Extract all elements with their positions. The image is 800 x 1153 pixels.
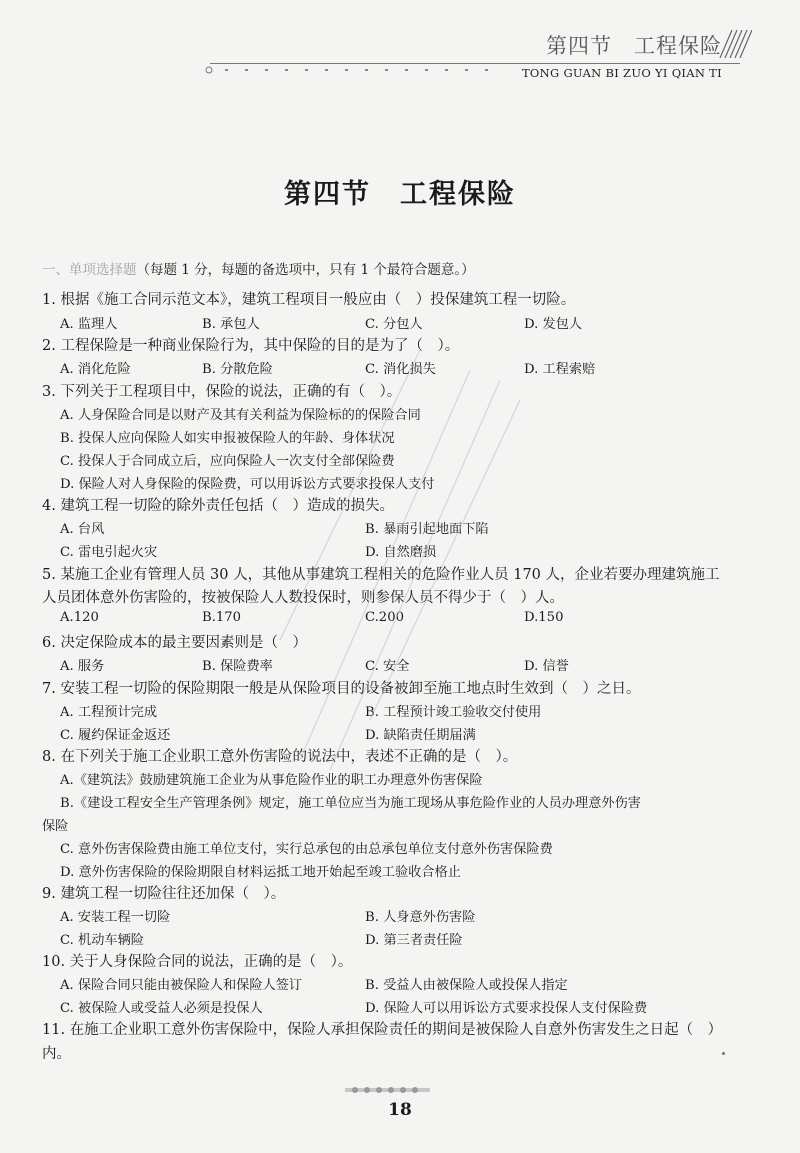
header-rule	[210, 63, 740, 64]
question-8-option-a: A.《建筑法》鼓励建筑施工企业为从事危险作业的职工办理意外伤害保险	[60, 773, 483, 788]
question-11-continuation: 内。	[42, 1046, 71, 1062]
question-6-option-d: D. 信誉	[524, 659, 569, 674]
question-9-option-c: C. 机动车辆险	[60, 933, 144, 948]
question-5-option-b: B.170	[202, 610, 242, 625]
question-7: 7. 安装工程一切险的保险期限一般是从保险项目的设备被卸至施工地点时生效到（ ）之日。	[42, 681, 641, 697]
question-4-option-d: D. 自然磨损	[365, 545, 437, 560]
question-1-option-c: C. 分包人	[365, 317, 423, 332]
question-9-option-a: A. 安装工程一切险	[60, 910, 171, 925]
question-11: 11. 在施工企业职工意外伤害保险中，保险人承担保险责任的期间是被保险人自意外伤害发生之日起（ ）	[42, 1022, 723, 1038]
question-5-option-a: A.120	[60, 610, 99, 625]
scan-speck	[722, 1052, 725, 1055]
question-6-option-a: A. 服务	[60, 659, 105, 674]
question-5-option-d: D.150	[524, 610, 564, 625]
decorative-hatch-icon	[718, 30, 752, 58]
question-4-option-a: A. 台风	[60, 522, 105, 537]
question-8-option-d: D. 意外伤害保险的保险期限自材料运抵工地开始起至竣工验收合格止	[60, 865, 461, 880]
question-8-option-b-continuation: 保险	[42, 819, 69, 834]
page-number: 18	[388, 1100, 412, 1120]
instruction-line	[42, 258, 475, 278]
question-7-option-c: C. 履约保证金返还	[60, 728, 171, 743]
question-7-option-a: A. 工程预计完成	[60, 705, 158, 720]
running-header-title: 第四节 工程保险	[546, 34, 722, 58]
header-dotted-line	[205, 66, 495, 74]
instruction-text: （每题 1 分，每题的备选项中，只有 1 个最符合题意。）	[136, 262, 475, 278]
question-8: 8. 在下列关于施工企业职工意外伤害险的说法中，表述不正确的是（ ）。	[42, 749, 518, 765]
question-1-option-a: A. 监理人	[60, 317, 118, 332]
question-8-option-b: B.《建设工程安全生产管理条例》规定，施工单位应当为施工现场从事危险作业的人员办理意外伤害	[60, 796, 641, 811]
question-4: 4. 建筑工程一切险的除外责任包括（ ）造成的损失。	[42, 498, 394, 514]
question-4-option-b: B. 暴雨引起地面下陷	[365, 522, 489, 537]
question-10-option-d: D. 保险人可以用诉讼方式要求投保人支付保险费	[365, 1001, 648, 1016]
question-1: 1. 根据《施工合同示范文本》，建筑工程项目一般应由（ ）投保建筑工程一切险。	[42, 292, 576, 308]
question-2-option-c: C. 消化损失	[365, 362, 436, 377]
question-6: 6. 决定保险成本的最主要因素则是（ ）	[42, 635, 307, 651]
question-3-option-b: B. 投保人应向保险人如实申报被保险人的年龄、身体状况	[60, 431, 395, 446]
question-7-option-b: B. 工程预计竣工验收交付使用	[365, 705, 542, 720]
question-6-option-b: B. 保险费率	[202, 659, 273, 674]
question-9-option-d: D. 第三者责任险	[365, 933, 463, 948]
question-2: 2. 工程保险是一种商业保险行为，其中保险的目的是为了（ ）。	[42, 338, 460, 354]
question-10: 10. 关于人身保险合同的说法，正确的是（ ）。	[42, 954, 353, 970]
question-3: 3. 下列关于工程项目中，保险的说法，正确的有（ ）。	[42, 384, 402, 400]
section-title: 第四节 工程保险	[284, 179, 516, 210]
question-3-option-c: C. 投保人于合同成立后，应向保险人一次支付全部保险费	[60, 454, 395, 469]
question-6-option-c: C. 安全	[365, 659, 410, 674]
question-4-option-c: C. 雷电引起火灾	[60, 545, 158, 560]
instruction-label: 一、单项选择题	[42, 262, 137, 278]
running-header-subtitle: TONG GUAN BI ZUO YI QIAN TI	[521, 66, 722, 80]
question-5-option-c: C.200	[365, 610, 404, 625]
question-2-option-d: D. 工程索赔	[524, 362, 596, 377]
question-2-option-a: A. 消化危险	[60, 362, 131, 377]
question-3-option-d: D. 保险人对人身保险的保险费，可以用诉讼方式要求投保人支付	[60, 477, 435, 492]
question-10-option-c: C. 被保险人或受益人必须是投保人	[60, 1001, 263, 1016]
question-2-option-b: B. 分散危险	[202, 362, 273, 377]
question-5: 5. 某施工企业有管理人员 30 人，其他从事建筑工程相关的危险作业人员 170 人，企业若要办理建筑施工	[42, 567, 720, 583]
running-header	[0, 0, 800, 100]
question-5-continuation: 人员团体意外伤害险的，按被保险人人数投保时，则参保人员不得少于（ ）人。	[42, 590, 564, 606]
question-3-option-a: A. 人身保险合同是以财产及其有关利益为保险标的的保险合同	[60, 408, 421, 423]
footer-ornament-icon	[345, 1083, 430, 1097]
question-1-option-d: D. 发包人	[524, 317, 583, 332]
question-10-option-a: A. 保险合同只能由被保险人和保险人签订	[60, 978, 303, 993]
question-10-option-b: B. 受益人由被保险人或投保人指定	[365, 978, 568, 993]
question-9: 9. 建筑工程一切险往往还加保（ ）。	[42, 886, 286, 902]
question-8-option-c: C. 意外伤害保险费由施工单位支付，实行总承包的由总承包单位支付意外伤害保险费	[60, 842, 553, 857]
question-7-option-d: D. 缺陷责任期届满	[365, 728, 476, 743]
question-1-option-b: B. 承包人	[202, 317, 260, 332]
question-9-option-b: B. 人身意外伤害险	[365, 910, 476, 925]
